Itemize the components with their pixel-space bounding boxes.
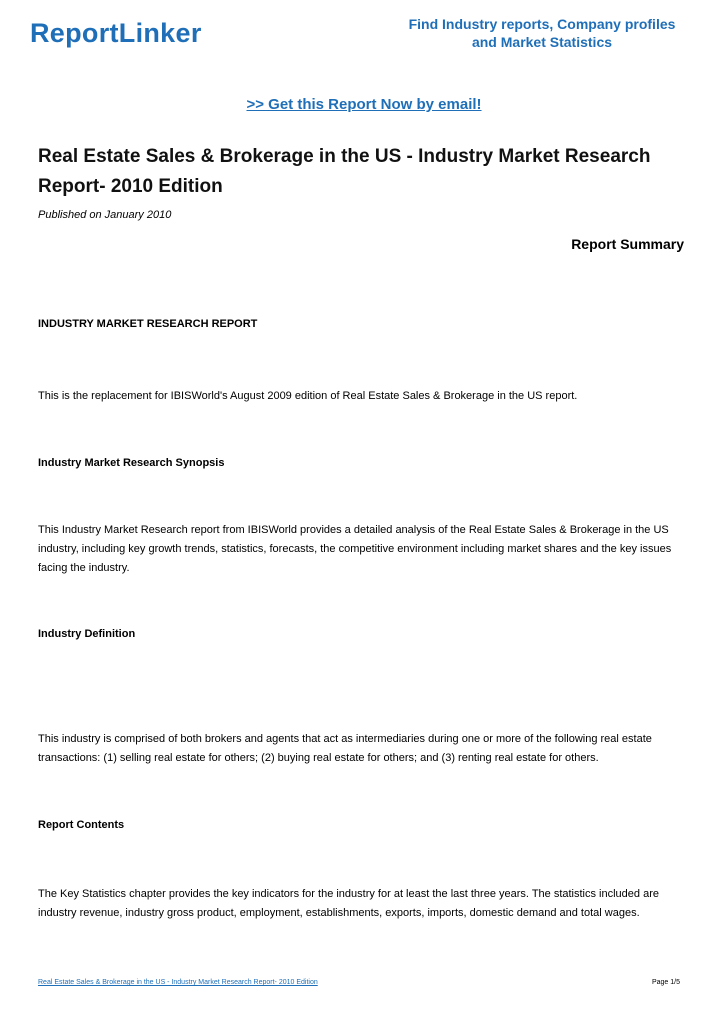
definition-paragraph <box>38 730 694 768</box>
report-title-line-2: Report- 2010 Edition <box>38 176 223 197</box>
synopsis-line-3: facing the industry. <box>38 562 130 574</box>
imr-heading: INDUSTRY MARKET RESEARCH REPORT <box>38 318 258 330</box>
contents-line-2: industry revenue, industry gross product, employment, establishments, exports, imports, domestic demand and total wages. <box>38 907 640 919</box>
contents-heading: Report Contents <box>38 819 125 831</box>
replacement-paragraph: This is the replacement for IBISWorld's August 2009 edition of Real Estate Sales & Brokerage in the US report. <box>38 390 578 402</box>
synopsis-heading: Industry Market Research Synopsis <box>38 457 225 469</box>
report-title-line-1: Real Estate Sales & Brokerage in the US - Industry Market Research <box>38 146 651 167</box>
report-summary-heading: Report Summary <box>571 236 684 252</box>
synopsis-line-2: industry, including key growth trends, statistics, forecasts, the competitive environment including market shares and the key issues <box>38 543 672 555</box>
tagline-line-2: and Market Statistics <box>471 34 613 50</box>
report-title <box>38 142 698 202</box>
synopsis-paragraph <box>38 521 694 578</box>
definition-heading: Industry Definition <box>38 628 136 640</box>
synopsis-line-1: This Industry Market Research report from IBISWorld provides a detailed analysis of the Real Estate Sales & Brokerage in the US <box>38 524 669 536</box>
contents-paragraph <box>38 885 694 923</box>
reportlinker-logo[interactable]: ReportLinker <box>30 18 202 48</box>
published-date: Published on January 2010 <box>38 209 172 221</box>
contents-line-1: The Key Statistics chapter provides the key indicators for the industry for at least the last three years. The statistics included are <box>38 888 659 900</box>
definition-line-1: This industry is comprised of both brokers and agents that act as intermediaries during one or more of the following real estate <box>38 733 652 745</box>
tagline-line-1: Find Industry reports, Company profiles <box>408 16 676 32</box>
get-report-email-link[interactable]: >> Get this Report Now by email! <box>246 96 482 113</box>
page-number: Page 1/5 <box>651 979 680 986</box>
footer-report-link[interactable]: Real Estate Sales & Brokerage in the US - Industry Market Research Report- 2010 Edition <box>38 979 318 986</box>
definition-line-2: transactions: (1) selling real estate for others; (2) buying real estate for others; and (3) renting real estate for others. <box>38 752 599 764</box>
header-tagline <box>392 15 692 51</box>
